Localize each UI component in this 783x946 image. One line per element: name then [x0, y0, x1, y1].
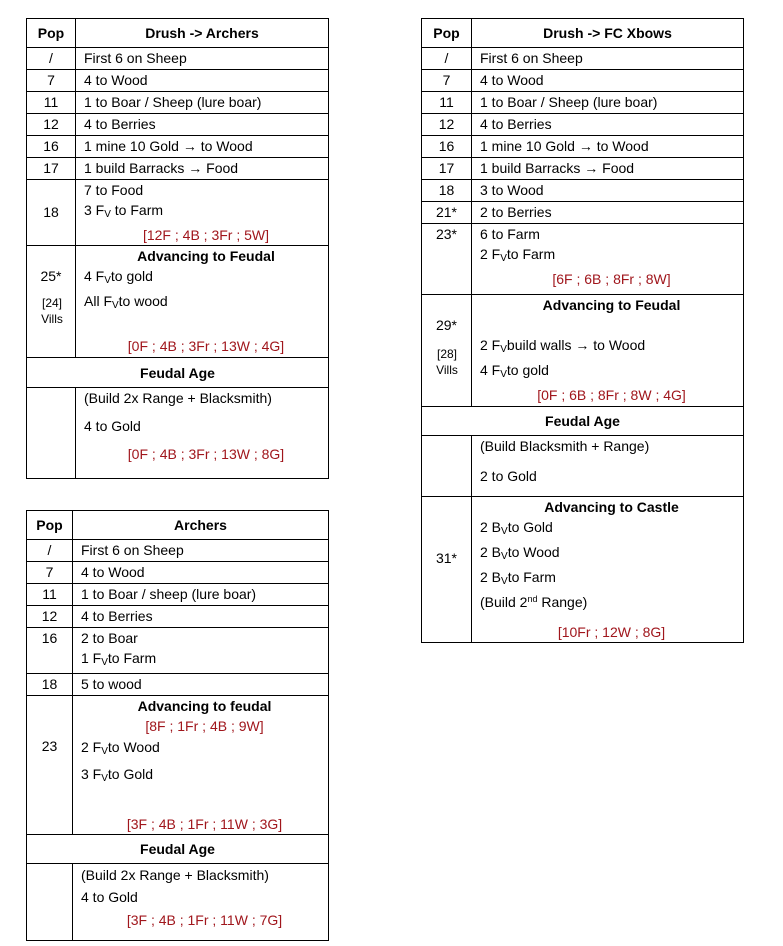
- step-text: 4 to Wood: [84, 72, 148, 88]
- pop-value: 23*: [435, 226, 458, 242]
- step-text: 4 to Berries: [84, 116, 156, 132]
- section-heading: Advancing to Castle: [544, 499, 679, 515]
- table-row: [422, 436, 744, 497]
- table-row: [422, 136, 744, 158]
- pop-value: 11: [42, 586, 57, 602]
- step-text: 7 to Food: [84, 182, 144, 198]
- step-text: 1 mine 10 Gold → to Wood: [84, 138, 253, 154]
- step-text: 1 build Barracks → Food: [84, 160, 239, 176]
- pop-value: 17: [438, 160, 455, 176]
- step-text: 1 build Barracks → Food: [480, 160, 635, 176]
- resource-distribution: [10Fr ; 12W ; 8G]: [557, 624, 666, 640]
- pop-value: 25*: [40, 268, 62, 284]
- pop-value: 18: [41, 676, 58, 692]
- step-text: (Build 2x Range + Blacksmith): [84, 390, 272, 406]
- step-text: 2 FVto Farm: [480, 246, 556, 264]
- table-row: [422, 180, 744, 202]
- table-row: [27, 628, 329, 674]
- build-order-table-archers: [26, 510, 329, 941]
- table-row: [422, 295, 744, 407]
- step-text: 2 BVto Wood: [480, 544, 560, 562]
- table-row: [422, 224, 744, 295]
- pop-value: 7: [45, 564, 54, 580]
- step-text: 1 to Boar / Sheep (lure boar): [84, 94, 262, 110]
- step-text: First 6 on Sheep: [480, 50, 583, 66]
- step-text: 2 BVto Farm: [480, 569, 556, 587]
- step-text: 2 FVto Wood: [81, 739, 160, 757]
- step-text: 1 to Boar / Sheep (lure boar): [480, 94, 658, 110]
- table-row: [422, 92, 744, 114]
- pop-value: 18: [43, 204, 59, 220]
- step-text: 4 to Berries: [81, 608, 153, 624]
- table-row: [27, 180, 329, 246]
- table-row: [27, 562, 329, 584]
- step-text: 3 FVto Gold: [81, 766, 154, 784]
- resource-distribution: [6F ; 6B ; 8Fr ; 8W]: [552, 271, 671, 287]
- pop-value: 29*: [435, 317, 458, 333]
- pop-value: 11: [439, 94, 454, 110]
- step-text: 4 to Gold: [81, 889, 138, 905]
- table-row: [27, 158, 329, 180]
- table-row-age: [27, 835, 329, 864]
- villager-count: [28] Vills: [436, 347, 458, 377]
- table-row: [27, 136, 329, 158]
- pop-value: 12: [43, 116, 59, 132]
- table-row: [27, 92, 329, 114]
- pop-value: 21*: [435, 204, 458, 220]
- pop-value: 16: [43, 138, 59, 154]
- villager-count: [24] Vills: [41, 296, 63, 326]
- pop-value: 18: [438, 182, 455, 198]
- table-row-age: [27, 358, 329, 388]
- resource-distribution: [8F ; 1Fr ; 4B ; 9W]: [145, 718, 264, 734]
- step-text: First 6 on Sheep: [84, 50, 187, 66]
- step-text: 4 to Wood: [480, 72, 544, 88]
- pop-value: 31*: [435, 549, 458, 566]
- step-text: (Build 2nd Range): [480, 594, 588, 610]
- step-text: 4 to Gold: [84, 418, 141, 434]
- table-row: [422, 497, 744, 643]
- step-text: 2 to Berries: [480, 204, 552, 220]
- table-row: [27, 584, 329, 606]
- pop-value: 7: [47, 72, 55, 88]
- step-text: 4 to Wood: [81, 564, 145, 580]
- pop-header: Pop: [27, 19, 76, 48]
- age-heading: Feudal Age: [422, 407, 744, 436]
- resource-distribution: [3F ; 4B ; 1Fr ; 11W ; 7G]: [126, 912, 283, 928]
- pop-header: Pop: [422, 19, 472, 48]
- section-heading: Advancing to Feudal: [542, 297, 681, 313]
- table-row-age: [422, 407, 744, 436]
- pop-value: /: [47, 542, 52, 558]
- step-text: 1 FVto Farm: [81, 650, 157, 668]
- resource-distribution: [12F ; 4B ; 3Fr ; 5W]: [142, 227, 270, 243]
- table-row: [422, 48, 744, 70]
- pop-value: 17: [43, 160, 59, 176]
- table-row: [27, 864, 329, 941]
- step-text: First 6 on Sheep: [81, 542, 184, 558]
- step-text: 4 to Berries: [480, 116, 552, 132]
- table-row: [27, 388, 329, 479]
- pop-value: /: [444, 50, 449, 66]
- step-text: (Build 2x Range + Blacksmith): [81, 867, 269, 883]
- resource-distribution: [0F ; 4B ; 3Fr ; 13W ; 8G]: [127, 446, 285, 462]
- build-order-table-drush-fc-xbows: [421, 18, 744, 643]
- table-row: [27, 696, 329, 835]
- table-row: [27, 674, 329, 696]
- step-text: 3 to Wood: [480, 182, 544, 198]
- pop-value: 16: [41, 630, 58, 646]
- step-text: 3 FV to Farm: [84, 202, 164, 220]
- age-heading: Feudal Age: [27, 358, 329, 388]
- pop-value: 11: [43, 94, 59, 110]
- table-row: [27, 70, 329, 92]
- step-text: 4 FVto gold: [480, 362, 549, 380]
- resource-distribution: [0F ; 6B ; 8Fr ; 8W ; 4G]: [537, 387, 686, 403]
- step-text: 1 mine 10 Gold → to Wood: [480, 138, 649, 154]
- age-heading: Feudal Age: [27, 835, 329, 864]
- resource-distribution: [3F ; 4B ; 1Fr ; 11W ; 3G]: [126, 816, 283, 832]
- step-text: 1 to Boar / sheep (lure boar): [81, 586, 257, 602]
- step-text: 6 to Farm: [480, 226, 540, 242]
- pop-value: 7: [442, 72, 451, 88]
- pop-header: Pop: [27, 511, 73, 540]
- table-row: [27, 48, 329, 70]
- step-text: 2 BVto Gold: [480, 519, 553, 537]
- step-text: 2 to Gold: [480, 468, 537, 484]
- step-text: 2 to Boar: [81, 630, 138, 646]
- table-row: [27, 246, 329, 358]
- table-row: [422, 114, 744, 136]
- resource-distribution: [0F ; 4B ; 3Fr ; 13W ; 4G]: [127, 338, 285, 354]
- table-title: Drush -> FC Xbows: [472, 19, 744, 48]
- step-text: All FVto wood: [84, 293, 168, 311]
- table-row: [27, 114, 329, 136]
- table-row: [27, 540, 329, 562]
- pop-value: /: [49, 50, 53, 66]
- table-row: [27, 606, 329, 628]
- table-row: [422, 70, 744, 92]
- table-title: Drush -> Archers: [76, 19, 329, 48]
- pop-value: 23: [41, 738, 58, 754]
- step-text: 2 FVbuild walls → to Wood: [480, 337, 646, 355]
- pop-value: 16: [438, 138, 455, 154]
- pop-value: 12: [438, 116, 455, 132]
- table-row: [422, 158, 744, 180]
- table-row: [422, 202, 744, 224]
- step-text: 4 FVto gold: [84, 268, 153, 286]
- section-heading: Advancing to feudal: [137, 698, 272, 714]
- table-title: Archers: [73, 511, 329, 540]
- section-heading: Advancing to Feudal: [137, 248, 275, 264]
- build-order-table-drush-archers: [26, 18, 329, 479]
- step-text: 5 to wood: [81, 676, 142, 692]
- pop-value: 12: [41, 608, 58, 624]
- step-text: (Build Blacksmith + Range): [480, 438, 650, 454]
